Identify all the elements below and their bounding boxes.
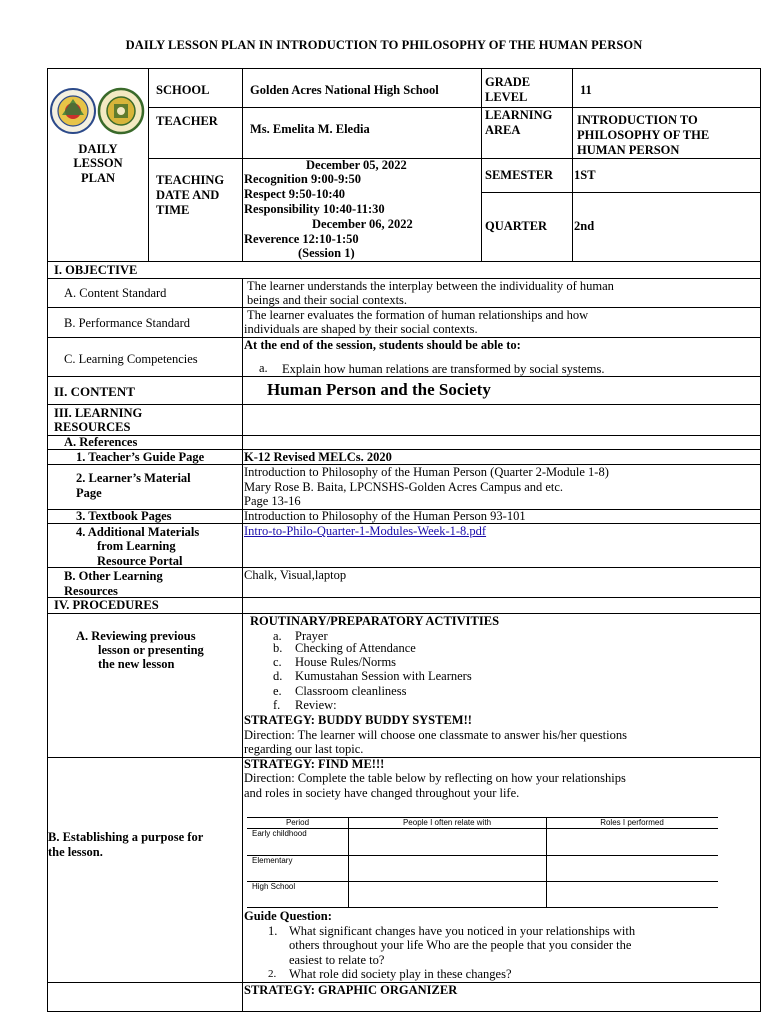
resources-heading-line2: RESOURCES (54, 420, 131, 434)
date-line-1: December 05, 2022 (306, 158, 407, 172)
reflection-table (247, 817, 718, 908)
area-value-line3: HUMAN PERSON (577, 143, 680, 157)
resources-heading-line1: III. LEARNING (54, 406, 143, 420)
date-line-4: Responsibility 10:40-11:30 (244, 202, 385, 216)
school-value: Golden Acres National High School (250, 83, 439, 97)
other-resources-label-line2: Resources (64, 584, 118, 598)
date-label-line2: DATE AND (156, 188, 220, 202)
routine-marker-c: c. (273, 655, 282, 669)
procedures-heading: IV. PROCEDURES (54, 598, 159, 612)
guide-question-1-line3: easiest to relate to? (289, 953, 385, 967)
semester-label: SEMESTER (485, 168, 554, 182)
date-line-2: Recognition 9:00-9:50 (244, 172, 361, 186)
content-value: Human Person and the Society (267, 380, 491, 399)
routine-item-b: Checking of Attendance (295, 641, 416, 655)
quarter-label: QUARTER (485, 219, 548, 233)
buddy-direction-line1: Direction: The learner will choose one classmate to answer his/her questions (244, 728, 627, 742)
routinary-activities-title: ROUTINARY/PREPARATORY ACTIVITIES (250, 614, 500, 628)
competency-marker: a. (259, 361, 268, 375)
teachers-guide-label: 1. Teacher’s Guide Page (76, 450, 205, 464)
table-row-elementary: Elementary (252, 856, 293, 865)
textbook-pages-value: Introduction to Philosophy of the Human Person 93-101 (244, 509, 526, 523)
semester-value: 1ST (574, 168, 596, 182)
dlp-label-line1: DAILY (78, 142, 118, 156)
buddy-direction-line2: regarding our last topic. (244, 742, 364, 756)
content-standard-line2: beings and their social contexts. (247, 293, 408, 307)
routine-item-c: House Rules/Norms (295, 655, 397, 669)
guide-question-1-line2: others throughout your life Who are the people that you consider the (289, 938, 632, 952)
guide-question-1-marker: 1. (268, 924, 278, 938)
school-seal-logo (50, 85, 96, 137)
deped-seal-logo (97, 85, 145, 137)
dlp-label-line2: LESSON (73, 156, 123, 170)
find-me-strategy: STRATEGY: FIND ME!!! (244, 757, 385, 771)
routine-marker-e: e. (273, 684, 282, 698)
teacher-value: Ms. Emelita M. Eledia (250, 122, 370, 136)
performance-standard-line1: The learner evaluates the formation of human relationships and how (247, 308, 589, 322)
grade-label-line2: LEVEL (485, 90, 528, 104)
content-standard-line1: The learner understands the interplay between the individuality of human (247, 279, 614, 293)
date-label-line3: TIME (156, 203, 190, 217)
teachers-guide-value: K-12 Revised MELCs. 2020 (244, 450, 392, 464)
learners-material-line1: Introduction to Philosophy of the Human Person (Quarter 2-Module 1-8) (244, 465, 609, 479)
date-line-7: (Session 1) (298, 246, 355, 260)
graphic-organizer-strategy: STRATEGY: GRAPHIC ORGANIZER (244, 983, 458, 997)
routine-item-e: Classroom cleanliness (295, 684, 407, 698)
performance-standard-label: B. Performance Standard (64, 316, 191, 330)
other-resources-label-line1: B. Other Learning (64, 569, 163, 583)
guide-question-2-marker: 2. (268, 968, 277, 980)
buddy-strategy: STRATEGY: BUDDY BUDDY SYSTEM!! (244, 713, 472, 727)
lr-portal-link[interactable]: Intro-to-Philo-Quarter-1-Modules-Week-1-8.pdf (244, 524, 487, 538)
routine-item-d: Kumustahan Session with Learners (295, 669, 472, 683)
routine-marker-d: d. (273, 669, 283, 683)
content-heading: II. CONTENT (54, 384, 135, 399)
table-header-period: Period (285, 818, 310, 827)
dlp-label-line3: PLAN (80, 171, 116, 185)
competency-item: Explain how human relations are transformed by social systems. (282, 362, 605, 376)
grade-label-line1: GRADE (485, 75, 531, 89)
quarter-value: 2nd (574, 219, 595, 233)
performance-standard-line2: individuals are shaped by their social contexts. (244, 322, 478, 336)
table-header-people: People I often relate with (402, 818, 492, 827)
procedure-a-label-line1: A. Reviewing previous (76, 629, 196, 643)
other-resources-value: Chalk, Visual,laptop (244, 568, 347, 582)
area-label-line1: LEARNING (485, 108, 553, 122)
date-line-5: December 06, 2022 (312, 217, 413, 231)
document-title: DAILY LESSON PLAN IN INTRODUCTION TO PHILOSOPHY OF THE HUMAN PERSON (125, 38, 643, 52)
guide-question-2-line1: What role did society play in these changes? (289, 967, 512, 981)
objective-heading: I. OBJECTIVE (54, 263, 138, 277)
date-label-line1: TEACHING (156, 173, 225, 187)
table-row-high-school: High School (252, 882, 296, 891)
grade-value: 11 (580, 83, 592, 97)
additional-materials-label-line1: 4. Additional Materials (76, 525, 200, 539)
procedure-b-label-line1: B. Establishing a purpose for (48, 830, 204, 844)
routine-marker-b: b. (273, 641, 283, 655)
teacher-label: TEACHER (156, 114, 218, 128)
routine-item-a: Prayer (295, 629, 328, 643)
guide-question-1-line1: What significant changes have you noticed in your relationships with (289, 924, 636, 938)
additional-materials-label-line2: from Learning (97, 539, 176, 553)
date-line-3: Respect 9:50-10:40 (244, 187, 346, 201)
date-line-6: Reverence 12:10-1:50 (244, 232, 359, 246)
table-header-roles: Roles I performed (600, 818, 664, 827)
procedure-a-label-line2: lesson or presenting (98, 643, 204, 657)
learners-material-label-line2: Page (76, 486, 102, 500)
school-label: SCHOOL (156, 83, 210, 97)
find-me-direction-line1: Direction: Complete the table below by reflecting on how your relationships (244, 771, 626, 785)
routine-marker-a: a. (273, 629, 282, 643)
routine-item-f: Review: (295, 698, 337, 712)
additional-materials-label-line3: Resource Portal (97, 554, 183, 568)
area-value-line2: PHILOSOPHY OF THE (577, 128, 710, 142)
learning-competencies-label: C. Learning Competencies (64, 352, 198, 366)
learners-material-line2: Mary Rose B. Baita, LPCNSHS-Golden Acres Campus and etc. (244, 480, 564, 494)
find-me-direction-line2: and roles in society have changed throughout your life. (244, 786, 520, 800)
area-label-line2: AREA (485, 123, 521, 137)
area-value-line1: INTRODUCTION TO (577, 113, 698, 127)
learning-competencies-intro: At the end of the session, students should be able to: (244, 338, 521, 352)
guide-question-label: Guide Question: (244, 909, 332, 923)
learners-material-line3: Page 13-16 (244, 494, 301, 508)
table-row-early-childhood: Early childhood (252, 829, 307, 838)
learners-material-label-line1: 2. Learner’s Material (76, 471, 191, 485)
routine-marker-f: f. (273, 698, 281, 712)
references-label: A. References (64, 435, 138, 449)
textbook-pages-label: 3. Textbook Pages (76, 509, 172, 523)
procedure-a-label-line3: the new lesson (98, 657, 175, 671)
content-standard-label: A. Content Standard (64, 286, 167, 300)
procedure-b-label-line2: the lesson. (48, 845, 103, 859)
